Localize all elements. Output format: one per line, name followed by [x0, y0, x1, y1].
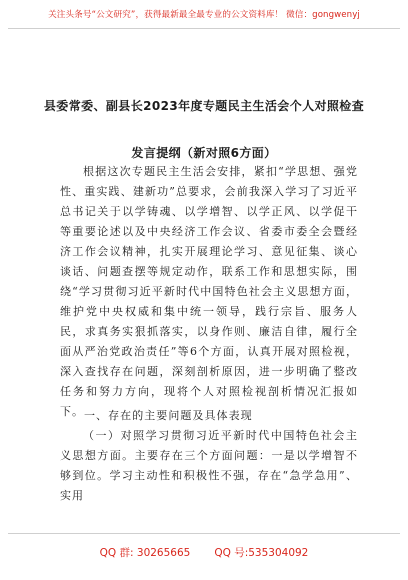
footer-qq-group: QQ 群: 30265665	[99, 547, 191, 559]
document-title-line2: 发言提纲（新对照6方面）	[131, 146, 277, 160]
footer	[0, 545, 408, 560]
footer-divider	[8, 533, 400, 534]
footer-qq-contact: QQ 号:535304092	[214, 547, 309, 559]
header-banner: 关注头条号“公文研究”，获得最新最全最专业的公文资料库！ 微信：gongwenyj	[48, 10, 360, 20]
document-title-line1: 县委常委、副县长2023年度专题民主生活会个人对照检查	[43, 99, 365, 113]
header-divider	[8, 28, 400, 29]
section-heading: 一、存在的主要问题及具体表现	[84, 409, 253, 422]
body-paragraph-intro: 根据这次专题民主生活会安排，紧扣“学思想、强党性、重实践、建新功”总要求，会前我深入学习了习近平总书记关于以学铸魂、以学增智、以学正风、以学促干等重要论述以及中央经济工作会议、省委市委全会暨经济工作会议精神，扎实开展理论学习、意见征集、谈心谈话、问题查摆等规定动作，联系工作和思想实际，围绕“学习贯彻习近平新时代中国特色社会主义思想方面，维护党中央权威和集中统一领导，践行宗旨、服务人民，求真务实狠抓落实，以身作则、廉洁自律，履行全面从严治党政治责任”等6个方面，认真开展对照检视，深入查找存在问题，深刻剖析原因，进一步明确了整改任务和努力方向，现将个人对照检视剖析情况汇报如下。	[60, 165, 358, 418]
body-paragraph-section1: （一）对照学习贯彻习近平新时代中国特色社会主义思想方面。主要存在三个方面问题：一是以学增智不够到位。学习主动性和积极性不强，存在“急学急用”、实用	[60, 429, 358, 502]
